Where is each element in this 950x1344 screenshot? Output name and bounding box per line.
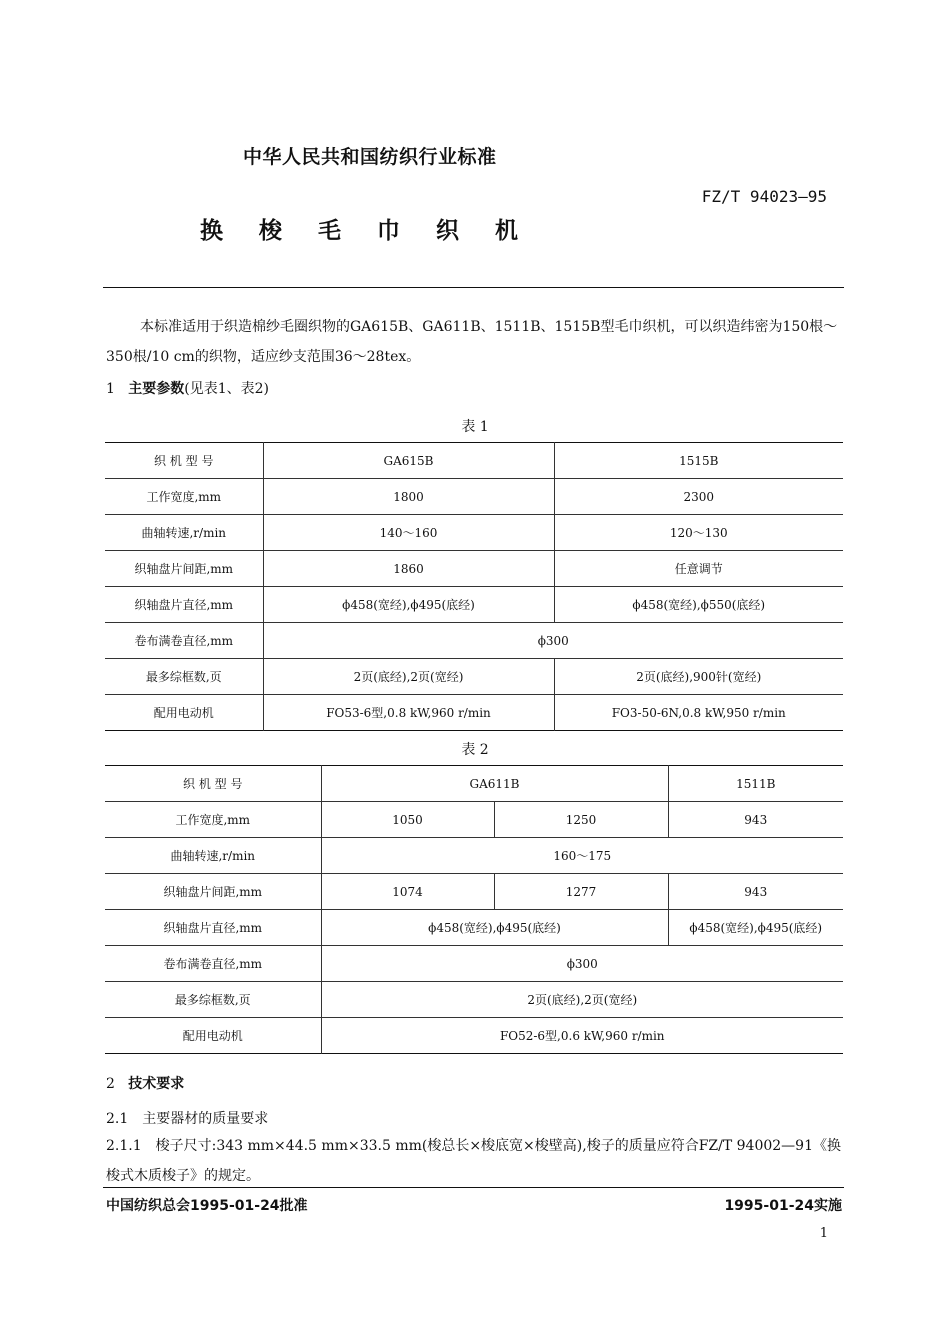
table-row <box>105 695 843 731</box>
table-row <box>105 1018 843 1054</box>
table-cell: 140～160 <box>263 515 554 551</box>
page-number: 1 <box>819 1226 828 1241</box>
table-cell: 2页(底经),2页(宽经) <box>263 659 554 695</box>
table-row <box>105 910 843 946</box>
table-cell: ϕ458(宽经),ϕ550(底经) <box>554 587 843 623</box>
scope-paragraph: 本标准适用于织造棉纱毛圈织物的GA615B、GA611B、1511B、1515B型毛巾织机，可以织造纬密为150根～350根/10 cm的织物，适应纱支范围36～28tex。 <box>106 319 838 365</box>
table-cell: 2页(底经),900针(宽经) <box>554 659 843 695</box>
table-cell: ϕ300 <box>321 946 843 982</box>
table-row <box>105 874 843 910</box>
table-row <box>105 982 843 1018</box>
table-cell: 943 <box>668 874 843 910</box>
table-cell: 最多综框数,页 <box>105 659 263 695</box>
table-cell: FO53-6型,0.8 kW,960 r/min <box>263 695 554 731</box>
table-cell: 织轴盘片直径,mm <box>105 910 321 946</box>
header-rule <box>103 287 844 288</box>
table-cell: 织轴盘片直径,mm <box>105 587 263 623</box>
table-row <box>105 551 843 587</box>
standard-number: FZ/T 94023—95 <box>701 187 827 206</box>
table-row <box>105 443 843 479</box>
issuing-body: 中华人民共和国纺织行业标准 <box>243 146 497 168</box>
table-cell: GA615B <box>263 443 554 479</box>
approval-note: 中国纺织总会1995-01-24批准 <box>106 1198 308 1214</box>
effective-date: 1995-01-24实施 <box>724 1198 842 1214</box>
table-cell: 1250 <box>494 802 668 838</box>
table-cell: FO52-6型,0.6 kW,960 r/min <box>499 1029 665 1043</box>
document-title: 换梭毛巾织机 <box>200 218 554 244</box>
table-cell: 任意调节 <box>554 551 843 587</box>
table-cell: 卷布满卷直径,mm <box>105 946 321 982</box>
table-cell: 1277 <box>494 874 668 910</box>
table-2-caption: 表 2 <box>461 742 489 758</box>
section-2-title: 技术要求 <box>128 1076 185 1092</box>
clause-2-1-1: 2.1.1 梭子尺寸:343 mm×44.5 mm×33.5 mm(梭总长×梭底宽×梭壁高),梭子的质量应符合FZ/T 94002—91《换梭式木质梭子》的规定。 <box>106 1138 841 1184</box>
table-cell: 1860 <box>263 551 554 587</box>
table-cell: 曲轴转速,r/min <box>105 515 263 551</box>
footer-rule <box>103 1187 844 1188</box>
table-row <box>105 838 843 874</box>
subsection-2-1: 2.1 主要器材的质量要求 <box>106 1111 269 1127</box>
table-row <box>105 479 843 515</box>
table-cell: ϕ458(宽经),ϕ495(底经) <box>263 587 554 623</box>
table-1 <box>105 442 843 731</box>
table-1-caption: 表 1 <box>461 419 489 435</box>
table-row <box>105 659 843 695</box>
table-cell: 织 机 型 号 <box>105 443 263 479</box>
table-cell: 1800 <box>263 479 554 515</box>
table-cell: 曲轴转速,r/min <box>105 838 321 874</box>
table-cell: 943 <box>668 802 843 838</box>
table-2 <box>105 765 843 1054</box>
table-cell: 织 机 型 号 <box>105 766 321 802</box>
table-cell: GA611B <box>321 766 668 802</box>
table-cell: 配用电动机 <box>105 695 263 731</box>
section-1-number: 1 <box>106 381 115 397</box>
table-cell: 1074 <box>321 874 494 910</box>
table-row <box>105 946 843 982</box>
table-row <box>105 587 843 623</box>
table-cell: 2页(底经),2页(宽经) <box>321 982 843 1018</box>
table-cell: 织轴盘片间距,mm <box>105 551 263 587</box>
table-cell: 160～175 <box>321 838 843 874</box>
section-2-number: 2 <box>106 1076 115 1092</box>
table-cell: FO3-50-6N,0.8 kW,950 r/min <box>611 705 786 720</box>
table-cell: 配用电动机 <box>105 1018 321 1054</box>
table-cell: 1511B <box>668 766 843 802</box>
table-cell: ϕ458(宽经),ϕ495(底经) <box>668 910 843 946</box>
table-cell: 2300 <box>554 479 843 515</box>
table-cell: ϕ300 <box>263 623 843 659</box>
table-cell: 最多综框数,页 <box>105 982 321 1018</box>
table-cell: 卷布满卷直径,mm <box>105 623 263 659</box>
section-2-heading <box>106 1073 184 1093</box>
table-row <box>105 802 843 838</box>
table-cell: 1050 <box>321 802 494 838</box>
table-cell: 工作宽度,mm <box>105 802 321 838</box>
section-1-title: 主要参数 <box>128 381 185 397</box>
table-row <box>105 766 843 802</box>
table-cell: 工作宽度,mm <box>105 479 263 515</box>
table-cell: ϕ458(宽经),ϕ495(底经) <box>321 910 668 946</box>
section-1-heading <box>106 378 269 398</box>
table-cell: 120～130 <box>554 515 843 551</box>
table-cell: 织轴盘片间距,mm <box>105 874 321 910</box>
section-1-note: (见表1、表2) <box>184 381 270 397</box>
table-cell: 1515B <box>554 443 843 479</box>
table-row <box>105 515 843 551</box>
table-row <box>105 623 843 659</box>
